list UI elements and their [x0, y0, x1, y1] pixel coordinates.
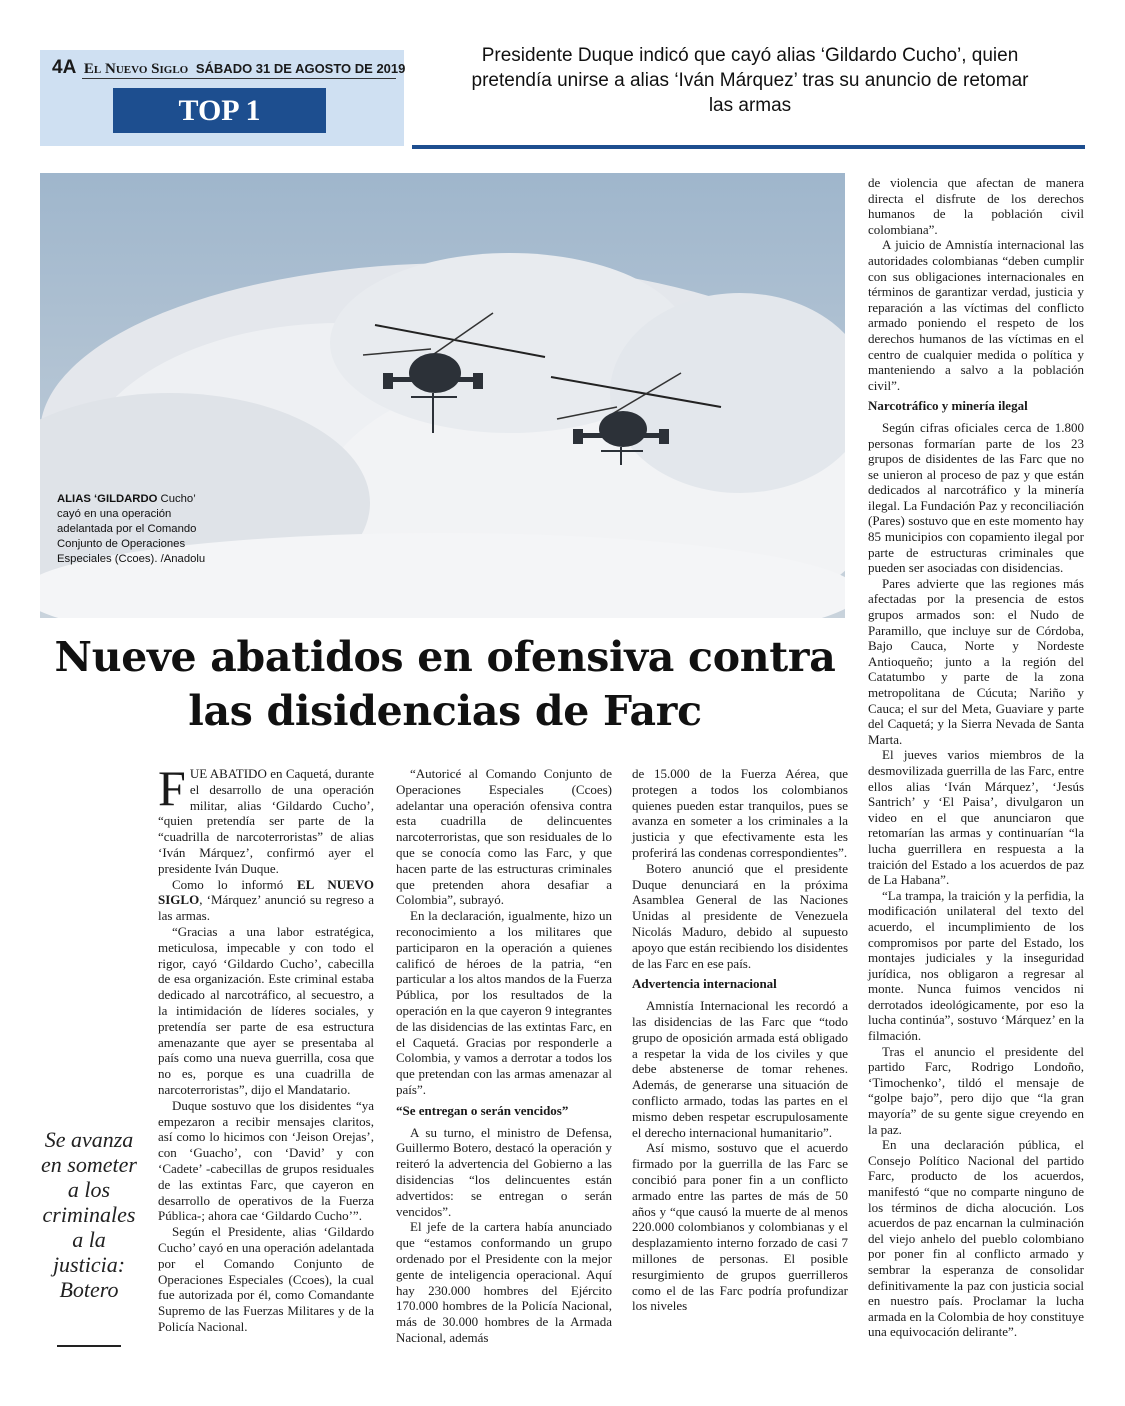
article-paragraph: “La trampa, la traición y la perfidia, la modificación unilateral del texto del acuerdo, el incumplimiento de los compromisos por parte del Estado, los montajes judiciales y la inseguridad jurídica, nos obligaron a regresar al monte. Nunca fuimos vencidos ni derrotados ideológicamente, por eso la lucha continúa”, sostuvo ‘Márquez’ en la filmación.	[868, 887, 1084, 1044]
header-divider	[412, 145, 1085, 149]
article-paragraph: “Gracias a una labor estratégica, meticulosa, impecable y con todo el rigor, cayó ‘Gildardo Cucho’, cabecilla de esa organización. Este criminal estaba dedicado al narcotráfico, al secuestro, a la intimidación de líderes sociales, y pretendía ser parte de esa estructura amenazante que ayer se presentaba al país como una nueva guerrilla, cosa que no es, porque es una cuadrilla de narcoterroristas”, dijo el Mandatario.	[158, 923, 374, 1097]
article-paragraph: “Autoricé al Comando Conjunto de Operaciones Especiales (Ccoes) adelantar una operación ofensiva contra esta cuadrilla de delincuentes narcoterroristas, que son residuales de lo que se conocía como las Farc, y que hacen parte de las estructuras criminales que pretenden ahora desafiar a Colombia”, subrayó.	[396, 766, 612, 908]
article-paragraph: Así mismo, sostuvo que el acuerdo firmado por la guerrilla de las Farc se concibió para poner fin a un conflicto armado entre las partes de más de 50 años y “que causó la muerte de al menos 220.000 colombianos y colombianas y el desplazamiento interno forzado de casi 7 millones de personas. El posible resurgimiento de grupos guerrilleros como el de las Farc podría profundizar los niveles	[632, 1140, 848, 1314]
article-column-1	[158, 760, 375, 1335]
issue-date: SÁBADO 31 DE AGOSTO DE 2019	[195, 61, 406, 76]
subheading: Advertencia internacional	[632, 976, 777, 992]
page-number: 4A	[52, 57, 77, 78]
article-paragraph: El jefe de la cartera había anunciado que “estamos conformando un grupo ordenado por el Presidente con la mejor gente de inteligencia operacional. Aquí hay 230.000 hombres del Ejército 170.000 hombres de la Policía Nacional, más de 30.000 hombres de la Armada Nacional, además	[396, 1219, 612, 1345]
article-column-4	[868, 175, 1084, 1340]
article-paragraph: A su turno, el ministro de Defensa, Guillermo Botero, destacó la operación y reiteró la advertencia del Gobierno a las disidencias “los delincuentes están advertidos: se entregan o serán vencidos”.	[396, 1124, 612, 1219]
section-label: TOP 1	[113, 88, 326, 133]
article-paragraph: Tras el anuncio el presidente del partido Farc, Rodrigo Londoño, ‘Timochenko’, tildó el mensaje de “golpe bajo”, pero dijo que “la gran mayoría” de su gente sigue creyendo en la paz.	[868, 1043, 1084, 1137]
header-rule	[82, 78, 396, 79]
article-paragraph: En una declaración pública, el Consejo Político Nacional del partido Farc, producto de los acuerdos, manifestó “que no comparte ninguno de los términos de dicha alocución. Los acuerdos de paz encarnan la culminación del viejo anhelo del pueblo colombiano por poner fin al conflicto armado y sembrar la esperanza de consolidar definitivamente la paz con justicia social en nuestro país. Proclamar la lucha armada en la Colombia de hoy constituye una equivocación delirante”.	[868, 1137, 1084, 1340]
pull-quote-rule	[57, 1345, 121, 1347]
article-paragraph: de violencia que afectan de manera directa el disfrute de los derechos humanos de la población civil colombiana”.	[868, 175, 1084, 237]
article-paragraph: Amnistía Internacional les recordó a las disidencias de las Farc que “todo grupo de oposición armada está obligado a respetar la vida de los civiles y que debe abstenerse de tomar rehenes. Además, de generarse una situación de conflicto armado, todas las partes en el mismo deben respetar escrupulosamente el derecho internacional humanitario”.	[632, 998, 848, 1140]
subheading: “Se entregan o serán vencidos”	[396, 1102, 569, 1118]
article-paragraph: de 15.000 de la Fuerza Aérea, que protegen a todos los colombianos quienes pueden estar tranquilos, pues se avanza en someter a los criminales a la justicia y que efectivamente esta les proferirá las condenas correspondientes”.	[632, 766, 848, 860]
article-paragraph: Según cifras oficiales cerca de 1.800 personas formarían parte de los 23 grupos de disidentes de las Farc que no se unieron al proceso de paz y que están dedicados al narcotráfico y la minería ilegal. La Fundación Paz y reconciliación (Pares) sostuvo que en este momento hay 85 municipios con copamiento ilegal por parte de estructuras criminales que pueden ser asociadas con disidencias.	[868, 419, 1084, 576]
article-paragraph: Botero anunció que el presidente Duque denunciará en la próxima Asamblea General de las Naciones Unidas al presidente de Venezuela Nicolás Maduro, debido al supuesto apoyo que están recibiendo los disidentes de las Farc en ese país.	[632, 860, 848, 971]
caption-lead: ALIAS ‘GILDARDO	[57, 493, 158, 505]
lead-caps: UE ABATIDO	[189, 766, 267, 781]
subheading: Narcotráfico y minería ilegal	[868, 398, 1028, 414]
headline: Nueve abatidos en ofensiva contra las disidencias de Farc	[54, 633, 836, 735]
article-column-3	[632, 766, 848, 1314]
caption-text: Cucho’ cayó en una operación adelantada por el Comando Conjunto de Operaciones Especiales (Ccoes). /Anadolu	[57, 493, 206, 565]
article-paragraph: Según el Presidente, alias ‘Gildardo Cucho’ cayó en una operación adelantada por el Comando Conjunto de Operaciones Especiales (Ccoes), la cual fue autorizada por él, como Comandante Supremo de las Fuerzas Militares y de la Policía Nacional.	[158, 1224, 374, 1334]
article-paragraph: Pares advierte que las regiones más afectadas por la presencia de estos grupos armados son: el Nudo de Paramillo, que incluye sur de Córdoba, Bajo Cauca, Norte y Nordeste Antioqueño; junto a la región del Catatumbo y parte de la zona metropolitana de Cúcuta; Nariño y Cauca; el sur del Meta, Guaviare y parte del Caquetá; y la Sierra Nevada de Santa Marta.	[868, 575, 1084, 747]
folio-line	[52, 57, 405, 79]
article-paragraph: En la declaración, igualmente, hizo un reconocimiento a los militares que participaron en la operación a quienes calificó de héroes de la patria, “en particular a los altos mandos de la Fuerza Pública, por los resultados de la operación en la que cayeron 9 integrantes de las disidencias de las extintas Farc, en el Caquetá. Gracias por responderle a Colombia, y vamos a derrotar a todos los que pretendan con las armas amenazar al país”.	[396, 908, 612, 1097]
article-paragraph: El jueves varios miembros de la desmovilizada guerrilla de las Farc, entre ellos alias ‘Iván Márquez’, ‘Jesús Santrich’ y ‘El Paisa’, divulgaron un video en el que anunciaron que retomarían las armas y continuarían “la lucha guerrillera en respuesta a la traición del Estado a los acuerdos de paz de La Habana”.	[868, 747, 1084, 888]
pull-quote: Se avanza en someter a los criminales a la justicia: Botero	[41, 1127, 137, 1302]
article-paragraph: Duque sostuvo que los disidentes “ya empezaron a recibir mensajes claritos, así como lo hicimos con ‘Jeison Orejas’, con ‘Guacho’, con ‘David’ y con ‘Cadete’ -cabecillas de grupos residuales de las extintas Farc, que cayeron en desarrollo de operativos de la Fuerza Pública-; ahora cae ‘Gildardo Cucho’”.	[158, 1097, 374, 1224]
article-column-2	[396, 766, 612, 1346]
deck-text: Presidente Duque indicó que cayó alias ‘Gildardo Cucho’, quien pretendía unirse a alias ‘Iván Márquez’ tras su anuncio de retomar las armas	[471, 45, 1029, 116]
lead-paragraph: FUE ABATIDO en Caquetá, durante el desarrollo de una operación militar, alias ‘Gildardo Cucho’, “quien pretendía ser parte de la “cuadrilla de narcoterroristas” de alias ‘Iván Márquez’, confirmó ayer el presidente Iván Duque.	[158, 760, 375, 876]
article-paragraph: Como lo informó EL NUEVO SIGLO, ‘Márquez’ anunció su regreso a las armas.	[158, 876, 375, 924]
photo-caption	[57, 492, 217, 567]
newspaper-name: El Nuevo Siglo	[83, 61, 189, 77]
drop-cap: F	[158, 760, 186, 816]
article-paragraph: A juicio de Amnistía internacional las autoridades colombianas “deben cumplir con sus obligaciones internacionales en términos de garantizar verdad, justicia y reparación a las víctimas del conflicto armado poniendo el respeto de los derechos humanos de las víctimas en el centro de cualquier medida o política y manteniendo a salvo a la población civil”.	[868, 237, 1084, 393]
